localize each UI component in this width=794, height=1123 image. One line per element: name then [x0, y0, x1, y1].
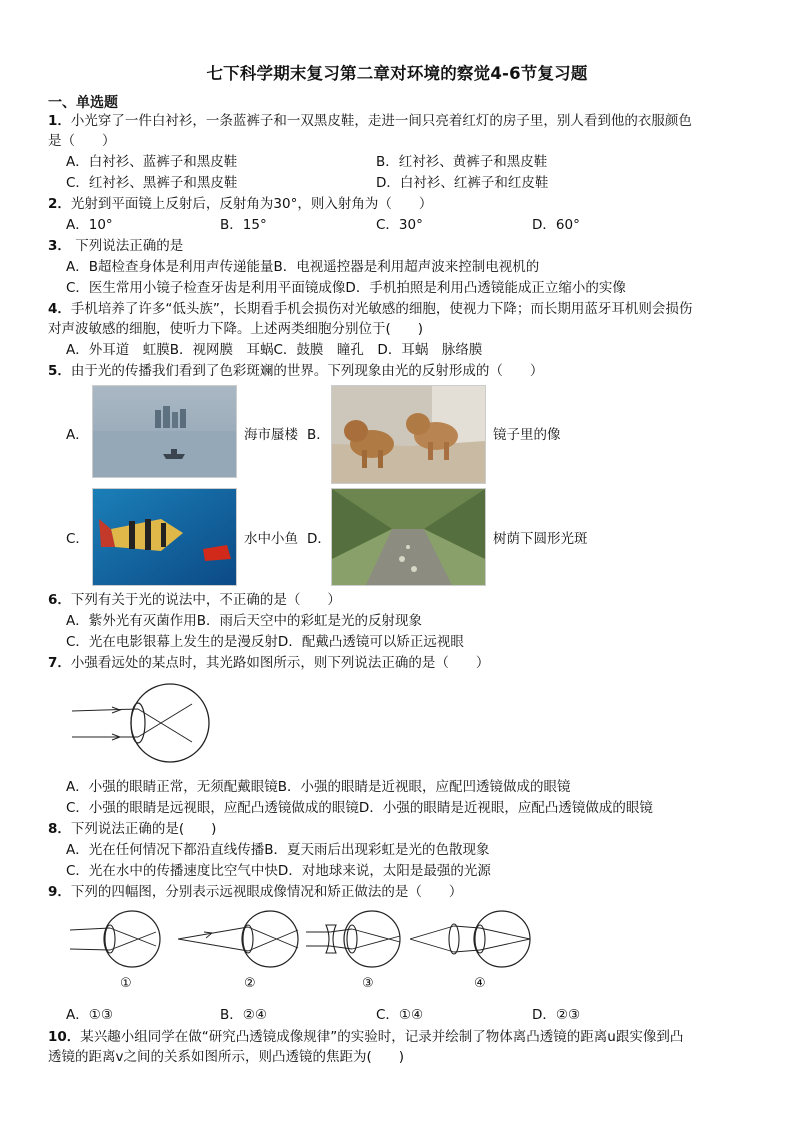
question-1-option-b[interactable]: B．红衬衫、黄裤子和黑皮鞋 [376, 154, 548, 170]
question-8-options-cd[interactable]: C．光在水中的传播速度比空气中快D．对地球来说，太阳是最强的光源 [66, 863, 491, 879]
question-2-option-a[interactable]: A．10° [66, 217, 113, 233]
question-7-options-cd[interactable]: C．小强的眼睛是远视眼，应配凸透镜做成的眼镜D．小强的眼睛是近视眼，应配凸透镜做成的眼镜 [66, 800, 653, 816]
tree-shade-photo [331, 488, 486, 586]
question-6-options-ab[interactable]: A．紫外光有灭菌作用B．雨后天空中的彩虹是光的反射现象 [66, 613, 422, 629]
question-8-options-ab[interactable]: A．光在任何情况下都沿直线传播B．夏天雨后出现彩虹是光的色散现象 [66, 842, 490, 858]
question-5-option-a-text: 海市蜃楼 [244, 427, 298, 443]
question-1-stem-cont: 是（ ） [48, 133, 116, 149]
eye-light-path-diagram [72, 682, 212, 764]
dog-mirror-photo [331, 385, 486, 484]
question-1-stem: 1．小光穿了一件白衬衫，一条蓝裤子和一双黑皮鞋，走进一间只亮着红灯的房子里，别人看到他的衣服颜色 [48, 113, 692, 129]
question-9-option-b[interactable]: B．②④ [220, 1007, 267, 1023]
eye-diagram-1 [70, 908, 162, 970]
question-5-stem: 5．由于光的传播我们看到了色彩斑斓的世界。下列现象由光的反射形成的（ ） [48, 363, 544, 379]
question-10-stem-cont: 透镜的距离v之间的关系如图所示，则凸透镜的焦距为( ) [48, 1049, 405, 1065]
eye-diagram-2 [178, 908, 300, 970]
question-1-option-d[interactable]: D．白衬衫、红裤子和红皮鞋 [376, 175, 549, 191]
question-9-option-c[interactable]: C．①④ [376, 1007, 424, 1023]
page-title: 七下科学期末复习第二章对环境的察觉4-6节复习题 [206, 64, 588, 83]
question-5-option-d-text: 树荫下圆形光斑 [493, 531, 588, 547]
section-heading: 一、单选题 [48, 95, 118, 111]
question-9-option-d[interactable]: D．②③ [532, 1007, 581, 1023]
figure-label-4: ④ [474, 976, 486, 991]
question-3-options-ab[interactable]: A．B超检查身体是利用声传递能量B．电视遥控器是利用超声波来控制电视机的 [66, 259, 540, 275]
question-4-options[interactable]: A．外耳道 虹膜B．视网膜 耳蜗C．鼓膜 瞳孔 D．耳蜗 脉络膜 [66, 342, 483, 358]
question-5-option-b-label[interactable]: B． [307, 427, 330, 443]
question-2-stem: 2．光射到平面镜上反射后，反射角为30°，则入射角为（ ） [48, 196, 433, 212]
fish-photo [92, 488, 237, 586]
question-1-option-c[interactable]: C．红衬衫、黑裤子和黑皮鞋 [66, 175, 238, 191]
question-5-option-c-text: 水中小鱼 [244, 531, 298, 547]
question-6-stem: 6．下列有关于光的说法中，不正确的是（ ） [48, 592, 341, 608]
eye-diagram-4 [410, 908, 532, 970]
question-7-stem: 7．小强看远处的某点时，其光路如图所示，则下列说法正确的是（ ） [48, 655, 490, 671]
question-1-option-a[interactable]: A．白衬衫、蓝裤子和黑皮鞋 [66, 154, 238, 170]
eye-diagram-3 [306, 908, 402, 970]
question-4-stem: 4．手机培养了许多“低头族”，长期看手机会损伤对光敏感的细胞，使视力下降；而长期用蓝牙耳机则会损伤 [48, 301, 693, 317]
question-9-option-a[interactable]: A．①③ [66, 1007, 113, 1023]
question-4-stem-cont: 对声波敏感的细胞，使听力下降。上述两类细胞分别位于( ) [48, 321, 424, 337]
question-5-option-b-text: 镜子里的像 [493, 427, 561, 443]
question-2-option-d[interactable]: D．60° [532, 217, 580, 233]
mirage-photo [92, 385, 237, 478]
question-5-option-c-label[interactable]: C． [66, 531, 89, 547]
question-2-option-c[interactable]: C．30° [376, 217, 423, 233]
question-3-options-cd[interactable]: C．医生常用小镜子检查牙齿是利用平面镜成像D．手机拍照是利用凸透镜能成正立缩小的实像 [66, 280, 626, 296]
question-3-stem: 3． 下列说法正确的是 [48, 238, 184, 254]
figure-label-2: ② [244, 976, 256, 991]
question-6-options-cd[interactable]: C．光在电影银幕上发生的是漫反射D．配戴凸透镜可以矫正远视眼 [66, 634, 464, 650]
question-5-option-a-label[interactable]: A． [66, 427, 89, 443]
figure-label-3: ③ [362, 976, 374, 991]
figure-label-1: ① [120, 976, 132, 991]
question-2-option-b[interactable]: B．15° [220, 217, 267, 233]
question-7-options-ab[interactable]: A．小强的眼睛正常，无须配戴眼镜B．小强的眼睛是近视眼，应配凹透镜做成的眼镜 [66, 779, 571, 795]
question-10-stem: 10．某兴趣小组同学在做“研究凸透镜成像规律”的实验时，记录并绘制了物体离凸透镜的距离u跟实像到凸 [48, 1029, 684, 1045]
question-5-option-d-label[interactable]: D． [307, 531, 331, 547]
question-9-stem: 9．下列的四幅图，分别表示远视眼成像情况和矫正做法的是（ ） [48, 884, 463, 900]
question-8-stem: 8．下列说法正确的是( ) [48, 821, 217, 837]
